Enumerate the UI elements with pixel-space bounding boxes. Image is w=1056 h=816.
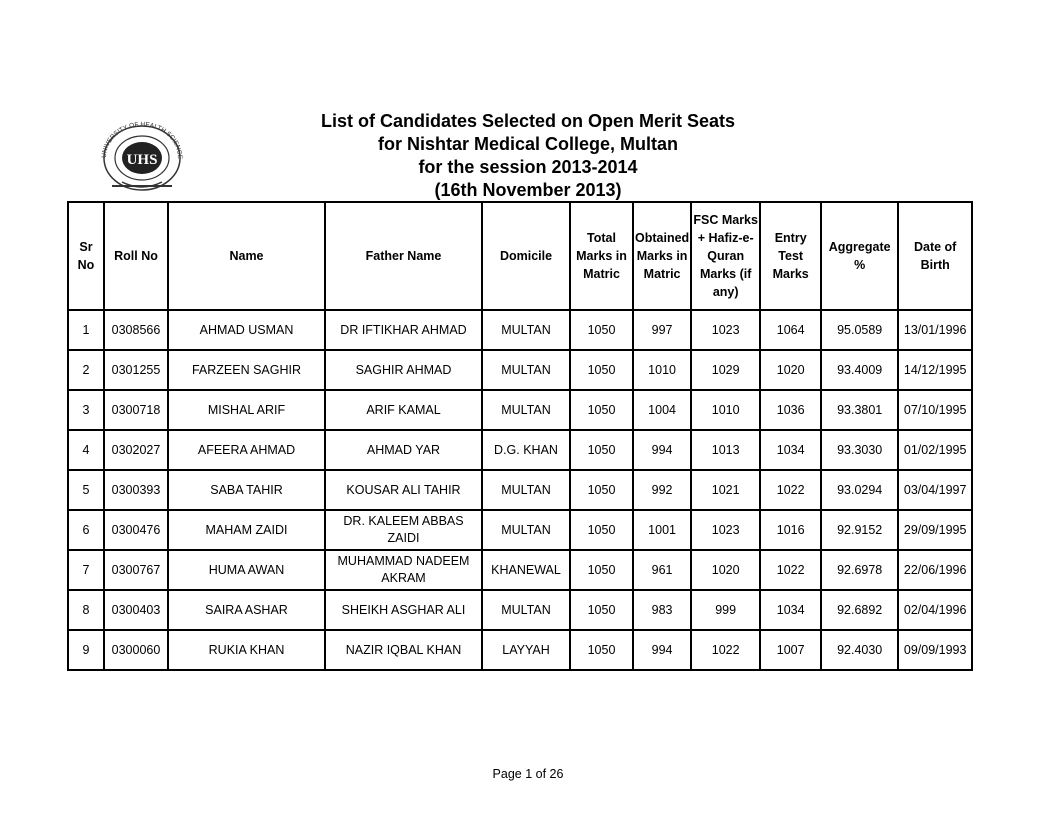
cell-obtained-marks-matric: 983 xyxy=(633,590,691,630)
cell-fsc-marks: 1023 xyxy=(691,510,760,550)
logo-text: UHS xyxy=(126,152,158,168)
cell-name: MISHAL ARIF xyxy=(168,390,325,430)
cell-name: RUKIA KHAN xyxy=(168,630,325,670)
col-total-marks-matric: Total Marks in Matric xyxy=(570,202,633,310)
cell-domicile: D.G. KHAN xyxy=(482,430,570,470)
cell-aggregate: 92.4030 xyxy=(821,630,898,670)
cell-obtained-marks-matric: 997 xyxy=(633,310,691,350)
cell-father-name: SAGHIR AHMAD xyxy=(325,350,482,390)
table-header-row xyxy=(68,202,972,310)
page-number: Page 1 of 26 xyxy=(492,767,564,781)
col-date-of-birth: Date of Birth xyxy=(898,202,972,310)
cell-sr-no: 7 xyxy=(68,550,104,590)
cell-entry-test-marks: 1022 xyxy=(760,550,821,590)
uhs-seal-icon xyxy=(92,120,192,192)
cell-entry-test-marks: 1022 xyxy=(760,470,821,510)
cell-father-name: SHEIKH ASGHAR ALI xyxy=(325,590,482,630)
cell-obtained-marks-matric: 1004 xyxy=(633,390,691,430)
cell-domicile: MULTAN xyxy=(482,510,570,550)
cell-date-of-birth: 09/09/1993 xyxy=(898,630,972,670)
table-row xyxy=(68,630,972,670)
cell-aggregate: 95.0589 xyxy=(821,310,898,350)
cell-total-marks-matric: 1050 xyxy=(570,390,633,430)
cell-fsc-marks: 1010 xyxy=(691,390,760,430)
cell-father-name: ARIF KAMAL xyxy=(325,390,482,430)
cell-entry-test-marks: 1064 xyxy=(760,310,821,350)
cell-date-of-birth: 29/09/1995 xyxy=(898,510,972,550)
col-fsc-marks: FSC Marks + Hafiz-e-Quran Marks (if any) xyxy=(691,202,760,310)
cell-sr-no: 5 xyxy=(68,470,104,510)
col-obtained-marks-matric: Obtained Marks in Matric xyxy=(633,202,691,310)
cell-total-marks-matric: 1050 xyxy=(570,350,633,390)
cell-date-of-birth: 03/04/1997 xyxy=(898,470,972,510)
cell-date-of-birth: 14/12/1995 xyxy=(898,350,972,390)
cell-date-of-birth: 22/06/1996 xyxy=(898,550,972,590)
cell-sr-no: 9 xyxy=(68,630,104,670)
cell-father-name: DR IFTIKHAR AHMAD xyxy=(325,310,482,350)
cell-name: HUMA AWAN xyxy=(168,550,325,590)
title-line-1: List of Candidates Selected on Open Merit Seats xyxy=(320,111,736,131)
cell-sr-no: 1 xyxy=(68,310,104,350)
cell-entry-test-marks: 1034 xyxy=(760,590,821,630)
cell-obtained-marks-matric: 992 xyxy=(633,470,691,510)
cell-fsc-marks: 1023 xyxy=(691,310,760,350)
cell-domicile: MULTAN xyxy=(482,390,570,430)
cell-domicile: MULTAN xyxy=(482,590,570,630)
cell-aggregate: 92.6892 xyxy=(821,590,898,630)
cell-domicile: KHANEWAL xyxy=(482,550,570,590)
cell-aggregate: 92.6978 xyxy=(821,550,898,590)
uhs-logo xyxy=(92,120,192,192)
logo-ring-text: UNIVERSITY OF HEALTH SCIENCE xyxy=(100,121,184,160)
cell-father-name: NAZIR IQBAL KHAN xyxy=(325,630,482,670)
cell-name: SABA TAHIR xyxy=(168,470,325,510)
cell-date-of-birth: 02/04/1996 xyxy=(898,590,972,630)
cell-roll-no: 0300060 xyxy=(104,630,168,670)
cell-date-of-birth: 07/10/1995 xyxy=(898,390,972,430)
cell-entry-test-marks: 1036 xyxy=(760,390,821,430)
table-row xyxy=(68,510,972,550)
cell-total-marks-matric: 1050 xyxy=(570,310,633,350)
cell-name: FARZEEN SAGHIR xyxy=(168,350,325,390)
cell-entry-test-marks: 1007 xyxy=(760,630,821,670)
cell-aggregate: 93.0294 xyxy=(821,470,898,510)
cell-roll-no: 0300476 xyxy=(104,510,168,550)
cell-date-of-birth: 01/02/1995 xyxy=(898,430,972,470)
table-row xyxy=(68,470,972,510)
cell-obtained-marks-matric: 961 xyxy=(633,550,691,590)
cell-fsc-marks: 1021 xyxy=(691,470,760,510)
cell-name: AFEERA AHMAD xyxy=(168,430,325,470)
cell-fsc-marks: 999 xyxy=(691,590,760,630)
cell-obtained-marks-matric: 994 xyxy=(633,430,691,470)
col-entry-test-marks: Entry Test Marks xyxy=(760,202,821,310)
cell-total-marks-matric: 1050 xyxy=(570,470,633,510)
cell-roll-no: 0301255 xyxy=(104,350,168,390)
cell-father-name: MUHAMMAD NADEEM AKRAM xyxy=(325,550,482,590)
cell-total-marks-matric: 1050 xyxy=(570,630,633,670)
col-name: Name xyxy=(168,202,325,310)
cell-father-name: DR. KALEEM ABBAS ZAIDI xyxy=(325,510,482,550)
cell-domicile: MULTAN xyxy=(482,470,570,510)
cell-father-name: KOUSAR ALI TAHIR xyxy=(325,470,482,510)
cell-obtained-marks-matric: 1001 xyxy=(633,510,691,550)
cell-total-marks-matric: 1050 xyxy=(570,510,633,550)
cell-fsc-marks: 1022 xyxy=(691,630,760,670)
cell-entry-test-marks: 1020 xyxy=(760,350,821,390)
cell-domicile: LAYYAH xyxy=(482,630,570,670)
cell-total-marks-matric: 1050 xyxy=(570,430,633,470)
cell-fsc-marks: 1013 xyxy=(691,430,760,470)
cell-sr-no: 3 xyxy=(68,390,104,430)
col-aggregate: Aggregate % xyxy=(821,202,898,310)
table-row xyxy=(68,590,972,630)
cell-fsc-marks: 1020 xyxy=(691,550,760,590)
cell-aggregate: 93.3030 xyxy=(821,430,898,470)
cell-entry-test-marks: 1034 xyxy=(760,430,821,470)
col-roll-no: Roll No xyxy=(104,202,168,310)
cell-fsc-marks: 1029 xyxy=(691,350,760,390)
cell-sr-no: 6 xyxy=(68,510,104,550)
cell-sr-no: 8 xyxy=(68,590,104,630)
merit-list-table xyxy=(67,201,973,671)
cell-aggregate: 93.4009 xyxy=(821,350,898,390)
table-row xyxy=(68,310,972,350)
col-domicile: Domicile xyxy=(482,202,570,310)
cell-total-marks-matric: 1050 xyxy=(570,550,633,590)
cell-domicile: MULTAN xyxy=(482,350,570,390)
cell-roll-no: 0300718 xyxy=(104,390,168,430)
table-row xyxy=(68,390,972,430)
cell-total-marks-matric: 1050 xyxy=(570,590,633,630)
cell-entry-test-marks: 1016 xyxy=(760,510,821,550)
cell-name: SAIRA ASHAR xyxy=(168,590,325,630)
cell-sr-no: 4 xyxy=(68,430,104,470)
cell-obtained-marks-matric: 1010 xyxy=(633,350,691,390)
table-row xyxy=(68,350,972,390)
cell-roll-no: 0308566 xyxy=(104,310,168,350)
cell-roll-no: 0300393 xyxy=(104,470,168,510)
table-row xyxy=(68,430,972,470)
cell-obtained-marks-matric: 994 xyxy=(633,630,691,670)
cell-name: AHMAD USMAN xyxy=(168,310,325,350)
cell-date-of-birth: 13/01/1996 xyxy=(898,310,972,350)
col-father-name: Father Name xyxy=(325,202,482,310)
cell-father-name: AHMAD YAR xyxy=(325,430,482,470)
cell-domicile: MULTAN xyxy=(482,310,570,350)
title-line-4: (16th November 2013) xyxy=(434,180,622,200)
table-body xyxy=(68,310,972,670)
cell-roll-no: 0302027 xyxy=(104,430,168,470)
cell-sr-no: 2 xyxy=(68,350,104,390)
table-row xyxy=(68,550,972,590)
cell-aggregate: 92.9152 xyxy=(821,510,898,550)
cell-name: MAHAM ZAIDI xyxy=(168,510,325,550)
document-title xyxy=(240,110,816,202)
cell-roll-no: 0300403 xyxy=(104,590,168,630)
cell-aggregate: 93.3801 xyxy=(821,390,898,430)
cell-roll-no: 0300767 xyxy=(104,550,168,590)
title-line-2: for Nishtar Medical College, Multan xyxy=(377,134,679,154)
title-line-3: for the session 2013-2014 xyxy=(418,157,638,177)
col-sr-no: Sr No xyxy=(68,202,104,310)
